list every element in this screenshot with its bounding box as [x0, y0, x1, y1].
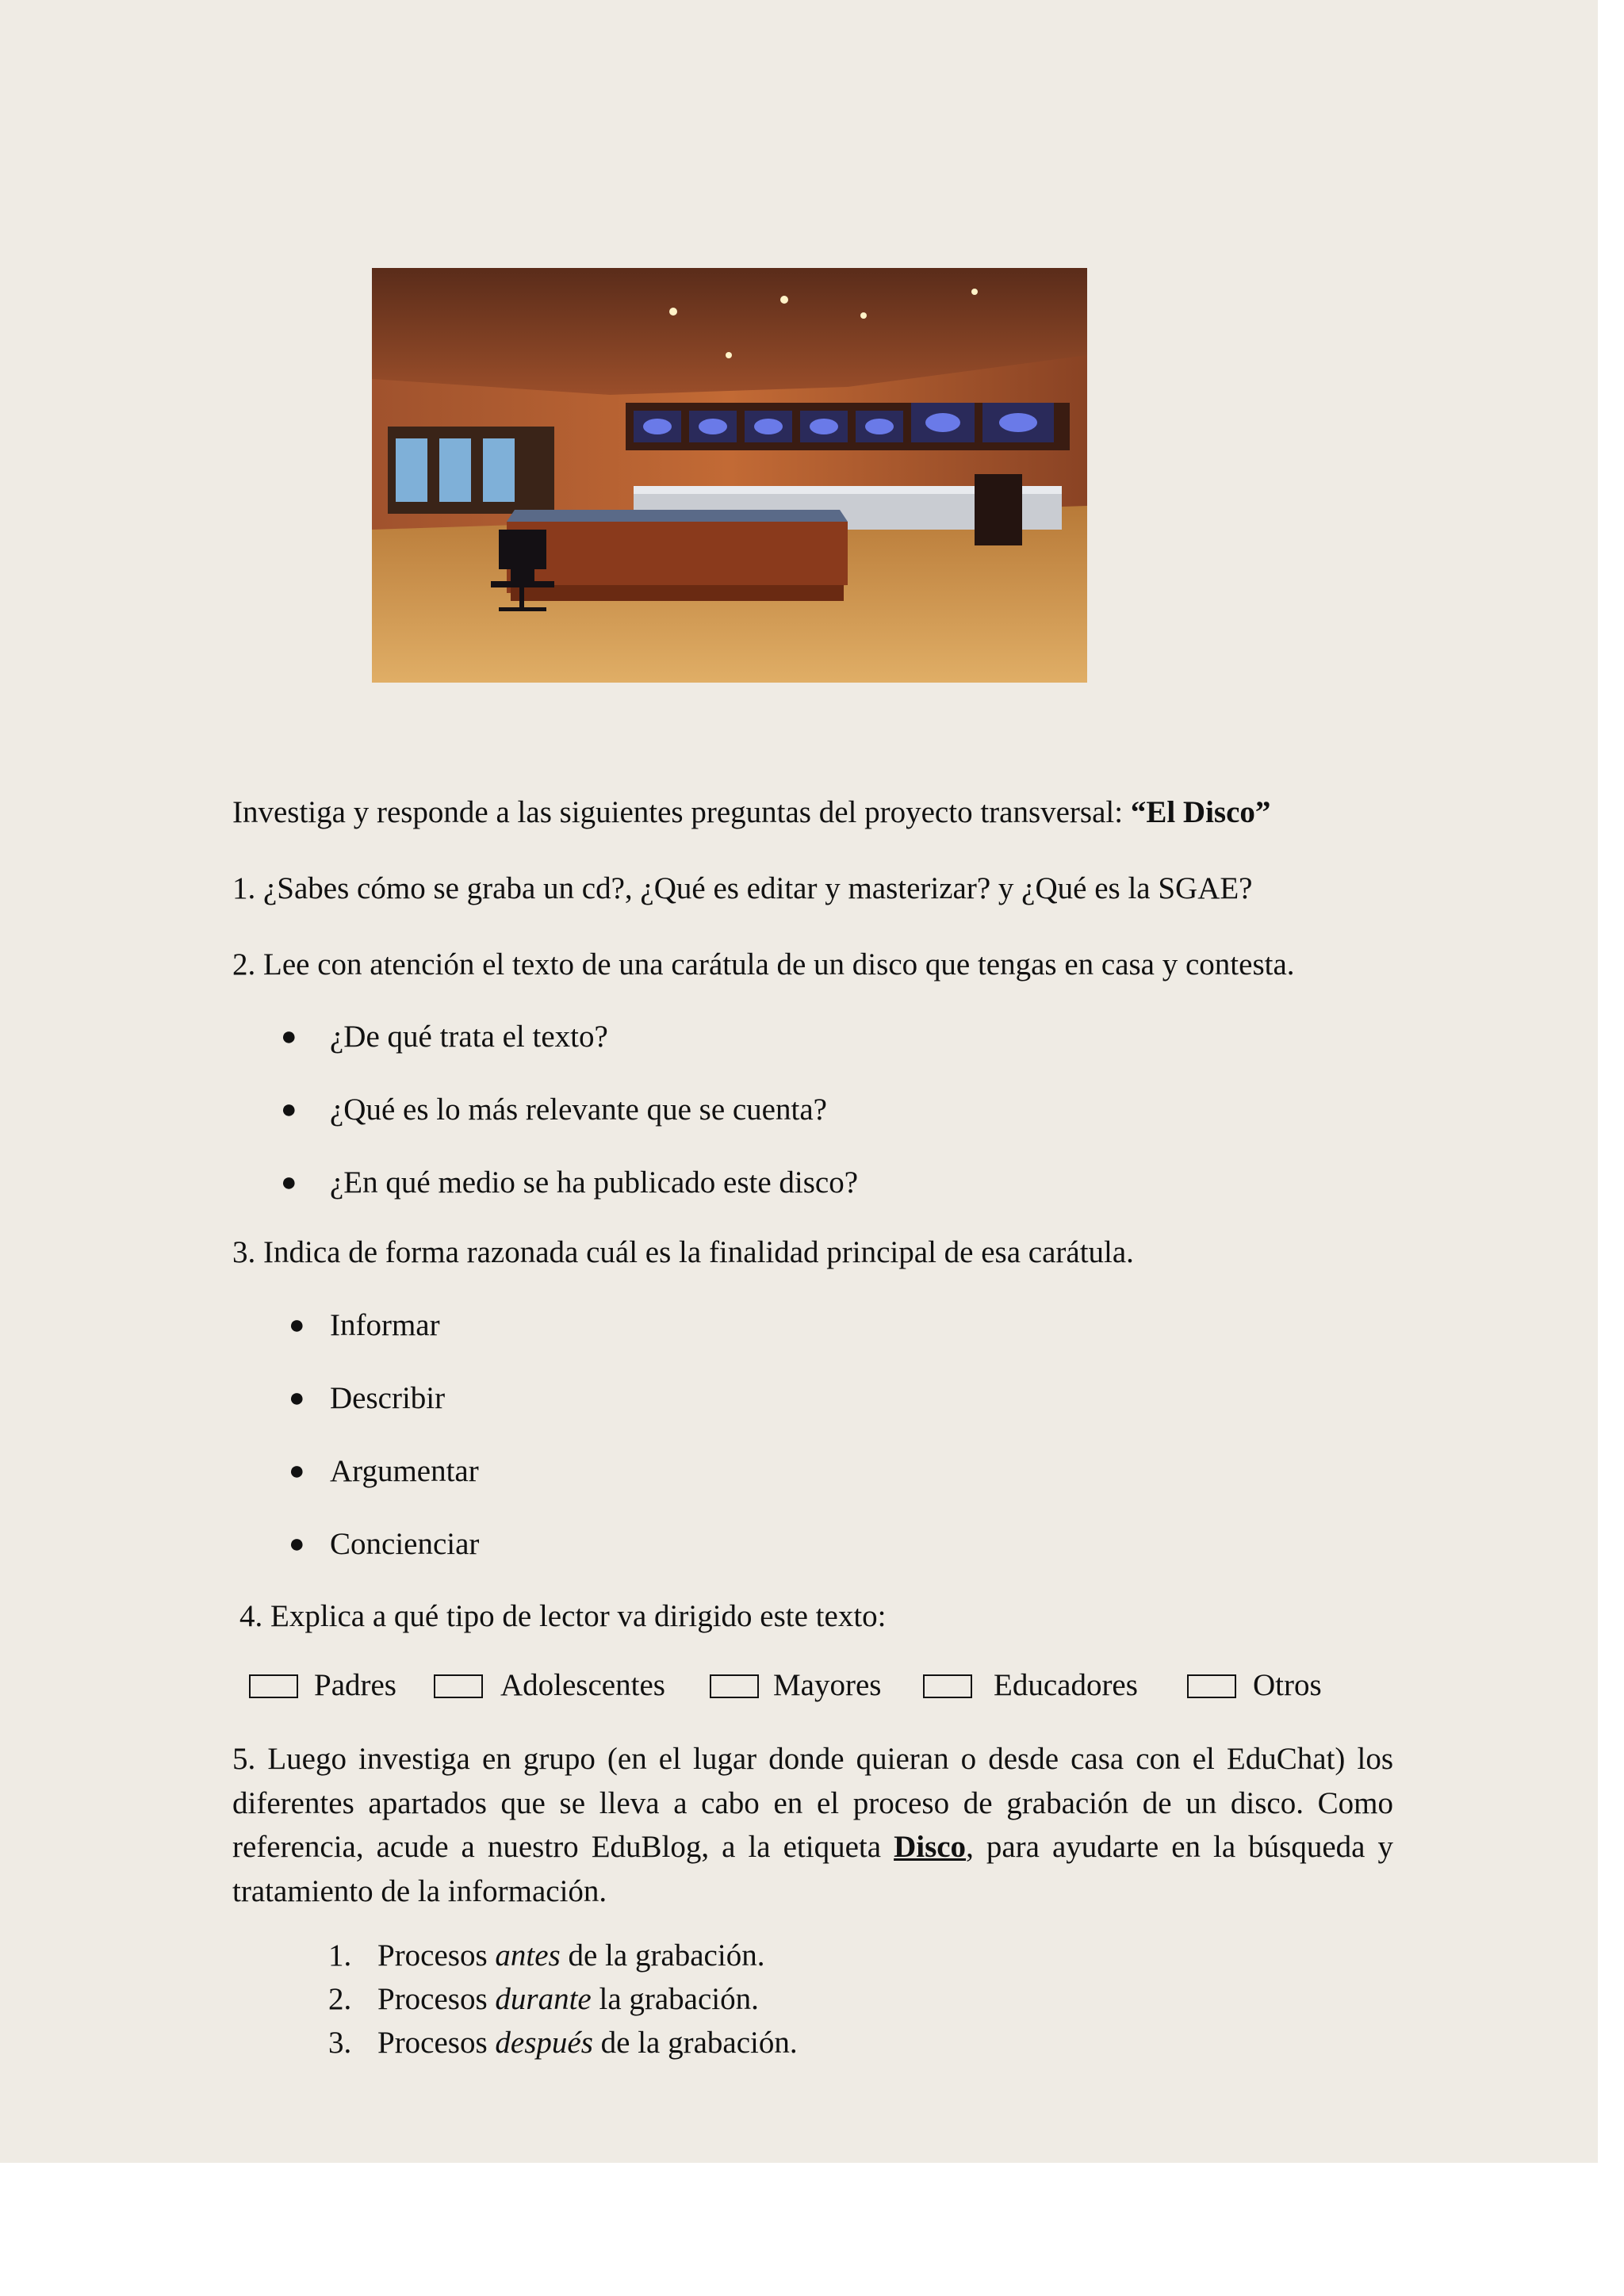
checkbox-label: Padres — [314, 1668, 396, 1702]
checkbox-otros[interactable] — [1187, 1674, 1236, 1698]
question-5 — [232, 1737, 1393, 1913]
bullet-icon: ● — [289, 1383, 305, 1413]
list-number: 1. — [328, 1938, 352, 1973]
question-3-option: Informar — [330, 1308, 440, 1342]
question-2: 2. Lee con atención el texto de una carátula de un disco que tengas en casa y contesta. — [232, 947, 1295, 982]
checkbox-padres[interactable] — [249, 1674, 298, 1698]
list-item-text: de la grabación. — [592, 2026, 798, 2060]
disco-tag-link[interactable]: Disco — [894, 1830, 967, 1864]
checkbox-label: Otros — [1253, 1668, 1322, 1702]
checkbox-mayores[interactable] — [710, 1674, 759, 1698]
list-item-text: Procesos — [377, 1982, 496, 2016]
intro-text: Investiga y responde a las siguientes preguntas del proyecto transversal: — [232, 795, 1131, 829]
question-3-option: Concienciar — [330, 1527, 480, 1561]
intro-line — [232, 794, 1270, 832]
question-3-option: Argumentar — [330, 1454, 479, 1488]
recording-studio-image — [372, 268, 1087, 683]
question-1: 1. ¿Sabes cómo se graba un cd?, ¿Qué es editar y masterizar? y ¿Qué es la SGAE? — [232, 871, 1253, 905]
question-4: 4. Explica a qué tipo de lector va dirigido este texto: — [239, 1599, 887, 1633]
list-item-emphasis: antes — [495, 1938, 561, 1973]
question-5-text-end: , para ayudarte en la búsqueda y tratamiento de la información. — [232, 1830, 1393, 1908]
list-number: 2. — [328, 1982, 352, 2016]
question-3: 3. Indica de forma razonada cuál es la finalidad principal de esa carátula. — [232, 1235, 1134, 1269]
bullet-icon: ● — [281, 1022, 297, 1051]
bullet-icon: ● — [281, 1168, 297, 1197]
checkbox-label: Educadores — [994, 1668, 1138, 1702]
list-item — [377, 1937, 764, 1975]
checkbox-educadores[interactable] — [923, 1674, 972, 1698]
checkbox-label: Mayores — [773, 1668, 882, 1702]
bullet-icon: ● — [289, 1456, 305, 1486]
list-item-emphasis: durante — [495, 1982, 592, 2016]
question-5-text: 5. Luego investiga en grupo (en el lugar donde quieran o desde casa con el EduChat) los diferentes apartados que se lleva a cabo en el proceso de grabación de un disco. Como referencia, acude a nuestro EduBlog, a la etiqueta — [232, 1742, 1393, 1864]
list-item-text: de la grabación. — [560, 1938, 765, 1973]
bullet-icon: ● — [289, 1311, 305, 1340]
list-item — [377, 2024, 798, 2062]
project-title: “El Disco” — [1130, 795, 1271, 829]
list-item-text: la grabación. — [591, 1982, 759, 2016]
question-2-bullet: ¿En qué medio se ha publicado este disco? — [330, 1165, 859, 1200]
question-3-option: Describir — [330, 1381, 446, 1415]
question-2-bullet: ¿De qué trata el texto? — [330, 1020, 608, 1054]
list-item-text: Procesos — [377, 2026, 496, 2060]
bullet-icon: ● — [289, 1529, 305, 1559]
checkbox-adolescentes[interactable] — [434, 1674, 483, 1698]
list-item-text: Procesos — [377, 1938, 496, 1973]
question-2-bullet: ¿Qué es lo más relevante que se cuenta? — [330, 1093, 827, 1127]
list-item-emphasis: después — [495, 2026, 593, 2060]
list-item — [377, 1980, 759, 2019]
bullet-icon: ● — [281, 1095, 297, 1124]
checkbox-label: Adolescentes — [500, 1668, 665, 1702]
list-number: 3. — [328, 2026, 352, 2060]
